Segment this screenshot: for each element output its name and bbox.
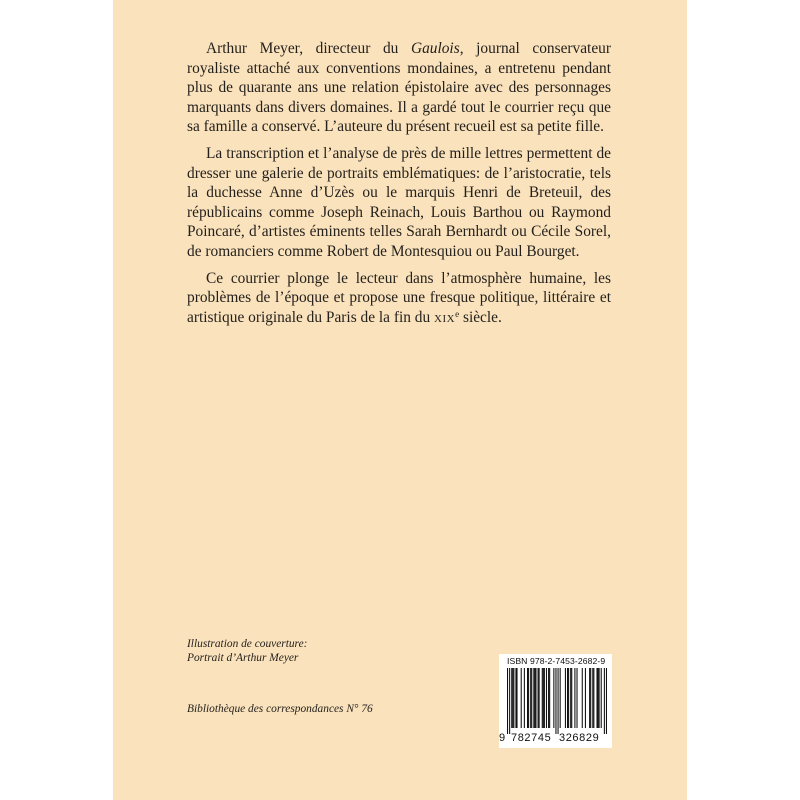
barcode-bar — [596, 668, 597, 728]
blurb-paragraph-3: Ce courrier plonge le lecteur dans l’atmosphère humaine, les problèmes de l’époque et propose une fresque politique, littéraire et artistique originale du Paris de la fin du xix$^e$ siècle. — [187, 269, 611, 326]
barcode-bar — [568, 668, 569, 728]
barcode-bar — [513, 668, 514, 728]
barcode-bar — [542, 668, 543, 728]
barcode-bar — [546, 668, 547, 728]
newspaper-title: Gaulois — [410, 40, 460, 57]
isbn-barcode — [499, 654, 612, 748]
barcode-bar — [553, 668, 554, 728]
caption-line-1: Illustration de couverture: — [187, 638, 308, 650]
barcode-bar — [599, 668, 600, 728]
barcode-bar — [539, 668, 540, 728]
barcode-bar — [531, 668, 532, 728]
barcode-bar — [576, 668, 577, 728]
barcode-bar — [565, 668, 566, 728]
barcode-bar — [571, 668, 572, 728]
barcode-digit-first: 9 — [499, 732, 506, 744]
barcode-bar — [538, 668, 539, 728]
barcode-bar — [589, 668, 590, 728]
barcode-bar — [549, 668, 550, 728]
barcode-guard-bar — [507, 668, 508, 734]
caption-line-2: Portrait d’Arthur Meyer — [187, 652, 299, 664]
barcode-guard-bar — [509, 668, 510, 734]
cover-illustration-credit — [187, 637, 307, 665]
blurb-paragraph-1: Arthur Meyer, directeur du Gaulois, journal conservateur royaliste attaché aux conventions mondaines, a entretenu pendant plus de quarante ans une relation épistolaire avec des personnages marquants dans divers domaines. Il a gardé tout le courrier reçu que sa famille a conservé. L’auteure du présent recueil est sa petite fille. — [187, 40, 611, 136]
barcode-bar — [527, 668, 528, 728]
barcode-guard-bar — [558, 668, 559, 734]
series-title: Bibliothèque des correspondances N° 76 — [187, 703, 373, 715]
barcode-bar — [574, 668, 575, 728]
barcode-bar — [590, 668, 591, 728]
barcode-bar — [515, 668, 516, 728]
blurb — [187, 39, 611, 334]
barcode-bar — [601, 668, 602, 728]
barcode-guard-bar — [604, 668, 605, 734]
barcode-bar — [567, 668, 568, 728]
barcode-bar — [585, 668, 586, 728]
barcode-bar — [534, 668, 535, 728]
barcode-bar — [543, 668, 544, 728]
barcode-digits-left: 782745 — [511, 732, 552, 744]
barcode-bar — [521, 668, 522, 728]
barcode-bars — [507, 668, 607, 736]
barcode-bar — [548, 668, 549, 728]
barcode-bar — [593, 668, 594, 728]
barcode-guard-bar — [555, 668, 556, 734]
isbn-label: ISBN 978-2-7453-2682-9 — [507, 656, 606, 666]
barcode-bar — [511, 668, 512, 728]
barcode-bar — [516, 668, 517, 728]
barcode-bar — [570, 668, 571, 728]
barcode-digits-right: 326829 — [559, 732, 600, 744]
century-numeral: xix — [434, 308, 456, 326]
barcode-bar — [535, 668, 536, 728]
barcode-bar — [582, 668, 583, 728]
barcode-bar — [592, 668, 593, 728]
barcode-bar — [560, 668, 561, 728]
barcode-bar — [544, 668, 545, 728]
barcode-bar — [598, 668, 599, 728]
barcode-bar — [530, 668, 531, 728]
barcode-bar — [512, 668, 513, 728]
blurb-paragraph-2: La transcription et l’analyse de près de mille lettres permettent de dresser une galerie de portraits emblématiques: de l’aristocratie, tels la duchesse Anne d’Uzès ou le marquis Henri de Breteuil, des républicains comme Joseph Reinach, Louis Barthou ou Raymond Poincaré, d’artistes éminents telles Sarah Bernhardt ou Cécile Sorel, de romanciers comme Robert de Montesquiou ou Paul Bourget. — [187, 144, 611, 260]
barcode-digits — [499, 732, 612, 746]
barcode-bar — [524, 668, 525, 728]
barcode-bar — [533, 668, 534, 728]
barcode-bar — [528, 668, 529, 728]
barcode-guard-bar — [606, 668, 607, 734]
